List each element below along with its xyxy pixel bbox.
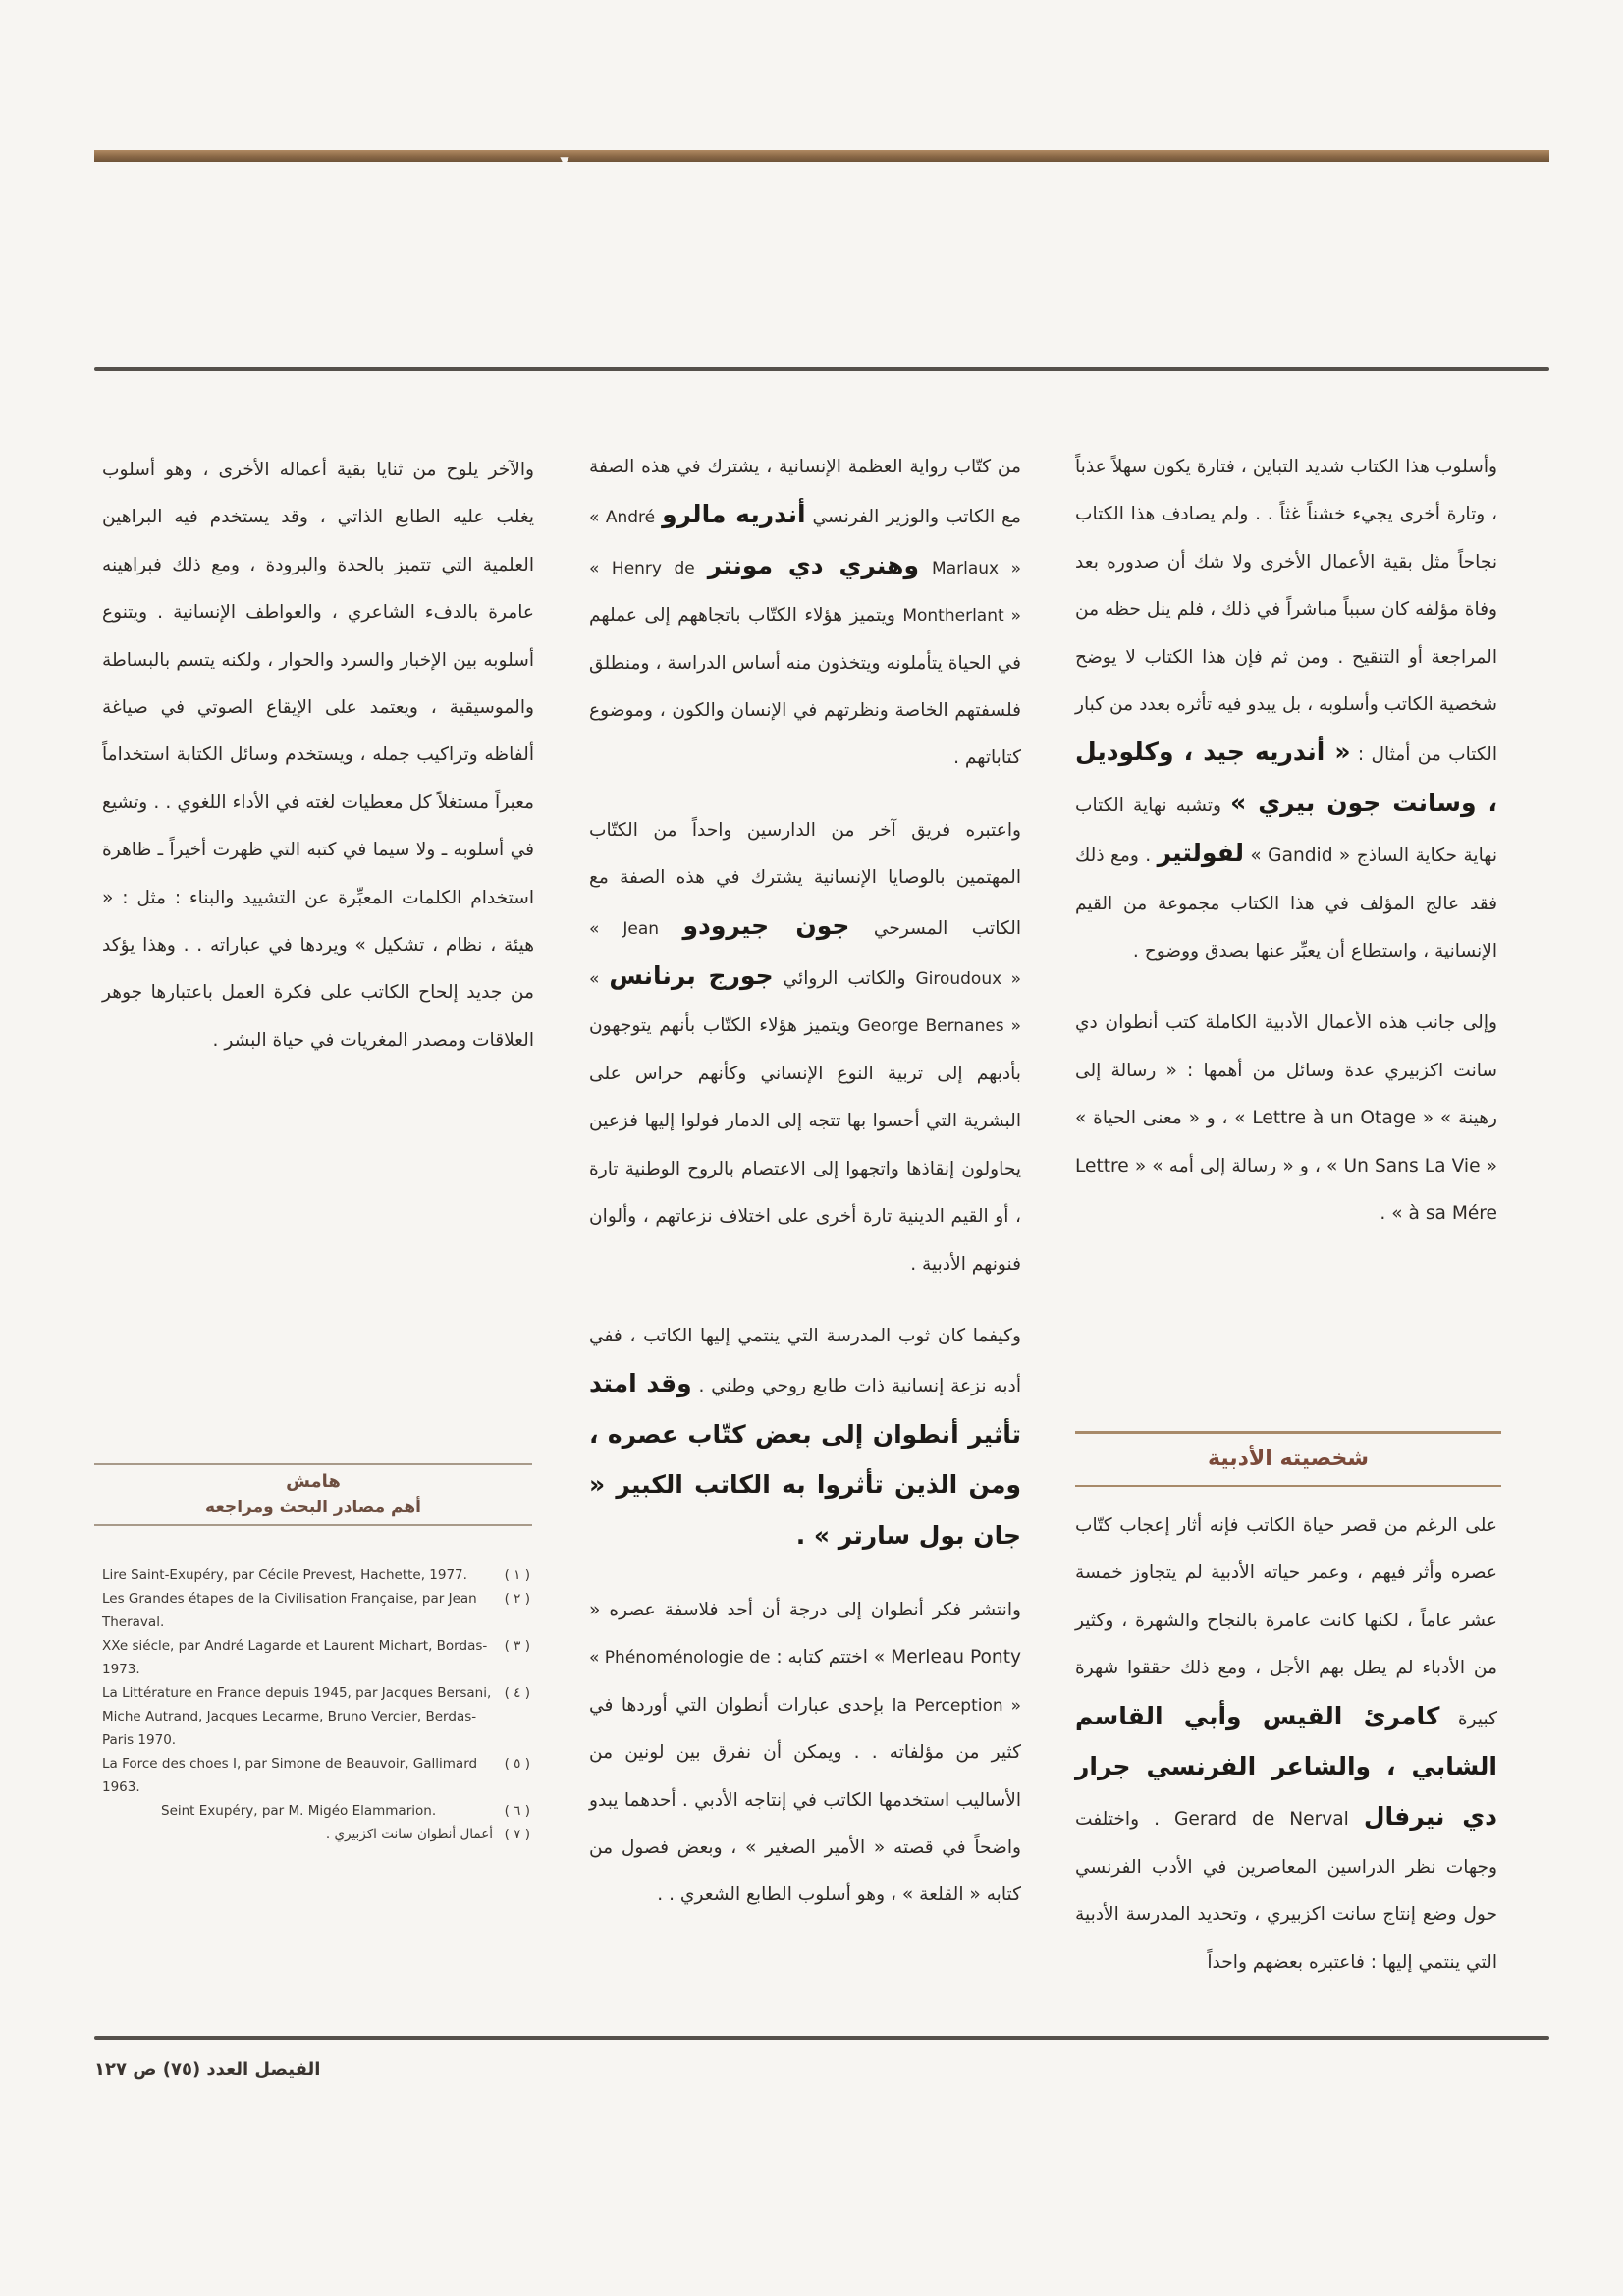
- reference-text: Les Grandes étapes de la Civilisation Française, par Jean Theraval.: [102, 1591, 477, 1630]
- latin-title: « Phénoménologie de la Perception »: [589, 1648, 1021, 1716]
- text-run: من كتّاب رواية العظمة الإنسانية ، يشترك في هذه الصفة مع الكاتب والوزير الفرنسي: [589, 457, 1022, 528]
- column-middle: [589, 444, 1021, 1944]
- reference-item: [102, 1587, 530, 1634]
- reference-text: XXe siécle, par André Lagarde et Laurent Michart, Bordas-1973.: [102, 1638, 488, 1677]
- reference-number: ( ٤ ): [504, 1685, 530, 1701]
- author-name: لفولتير: [1157, 839, 1244, 868]
- references-subtitle: أهم مصادر البحث ومراجعه: [205, 1498, 421, 1517]
- reference-number: ( ٣ ): [504, 1638, 530, 1654]
- text-run: وأسلوب هذا الكتاب شديد التباين ، فتارة يكون سهلاً عذباً ، وتارة أخرى يجيء خشناً غثاً . . ولم يصادف هذا الكتاب نجاحاً مثل بقية الأعمال الأخرى ولا شك أن صدوره بعد وفاة مؤلفه كان سبباً مباشراً في ذلك ، فلم ينل حظه من المراجعة أو التنقيح . ومن ثم فإن هذا الكتاب لا يوضح شخصية الكاتب وأسلوبه ، بل يبدو فيه تأثره بعدد من كبار الكتاب من أمثال :: [1075, 457, 1497, 766]
- reference-number: ( ١ ): [504, 1567, 530, 1583]
- latin-name: « André Marlaux »: [589, 508, 1021, 578]
- text-run: واعتبره فريق آخر من الدارسين واحداً من الكتّاب المهتمين بالوصايا الإنسانية يشترك في هذه الصفة مع الكاتب المسرحي: [589, 819, 1021, 939]
- latin-name: « Jean Giroudoux »: [589, 918, 1021, 990]
- author-name: وهنري دي مونتر: [707, 550, 919, 579]
- text-run: ويتميز هؤلاء الكتّاب بأنهم يتوجهون بأدبهم إلى تربية النوع الإنساني وكأنهم حراس على البشرية التي أحسوا بها تتجه إلى الدمار فولوا إليها فزعين يحاولون إنقاذها واتجهوا إلى الاعتصام بالروح الوطنية تارة ، أو القيم الدينية تارة أخرى على اختلاف نزعاتهم ، وألوان فنونهم الأدبية .: [589, 1015, 1021, 1275]
- paragraph: [589, 807, 1021, 1288]
- reference-number: ( ٦ ): [504, 1803, 530, 1819]
- text-run: والآخر يلوح من ثنايا بقية أعماله الأخرى ، وهو أسلوب يغلب عليه الطابع الذاتي ، وقد يستخدم فيه البراهين العلمية التي تتميز بالحدة والبرودة ، ومع ذلك فبراهينه عامرة بالدفء الشاعري ، والعواطف الإنسانية . ويتنوع أسلوبه بين الإخبار والسرد والحوار ، ولكنه يتسم بالبساطة والموسيقية ، ويعتمد على الإيقاع الصوتي في صياغة ألفاظه وتراكيب جمله ، ويستخدم وسائل الكتابة استخداماً معبراً مستغلاً كل معطيات لغته في الأداء اللغوي . . وتشيع في أسلوبه ـ ولا سيما في كتبه التي ظهرت أخيراً ـ ظاهرة استخدام الكلمات المعبِّرة عن التشييد والبناء : مثل : « هيئة ، نظام ، تشكيل » ويردها في عباراته . . وهذا يؤكد من جديد إلحاح الكاتب على فكرة العمل باعتبارها جوهر العلاقات ومصدر المغريات في حياة البشر .: [102, 460, 534, 1051]
- author-name: جورج برنانس: [609, 961, 774, 991]
- reference-text: Seint Exupéry, par M. Migéo Elammarion.: [161, 1803, 437, 1819]
- top-rule-ornament: ▼: [560, 154, 569, 168]
- reference-number: ( ٢ ): [504, 1591, 530, 1607]
- column-right: [1075, 444, 1497, 1263]
- header-divider: [94, 367, 1549, 371]
- paragraph: [1075, 1000, 1497, 1237]
- paragraph: [1075, 1503, 1497, 1987]
- paragraph: [589, 1313, 1021, 1562]
- section-title: شخصيته الأدبية: [1075, 1431, 1501, 1487]
- reference-number: ( ٧ ): [504, 1827, 530, 1842]
- text-run: والكاتب الروائي: [783, 968, 906, 990]
- author-names: « أندريه جيد ، وكلوديل ، وسانت جون بيري »: [1075, 738, 1497, 817]
- paragraph: [1075, 444, 1497, 975]
- reference-text: Lire Saint-Exupéry, par Cécile Prevest, Hachette, 1977.: [102, 1567, 467, 1583]
- emphasis-text: وقد امتد تأثير أنطوان إلى بعض كتّاب عصره ، ومن الذين تأثروا به الكاتب الكبير « جان بول سارتر » .: [589, 1369, 1021, 1550]
- text-run: بإحدى عبارات أنطوان التي أوردها في كثير من مؤلفاته . . ويمكن أن نفرق بين لونين من الأساليب استخدمها الكاتب في إنتاجه الأدبي . أحدهما يبدو واضحاً في قصته « الأمير الصغير » ، وبعض فصول من كتابه « القلعة » ، وهو أسلوب الطابع الشعري . .: [589, 1694, 1021, 1906]
- text-run: Gerard de Nerval . واختلفت وجهات نظر الدراسين المعاصرين في الأدب الفرنسي حول وضع إنتاج سانت اكزبيري ، وتحديد المدرسة الأدبية التي ينتمي إليها : فاعتبره بعضهم واحداً: [1075, 1809, 1497, 1973]
- reference-text: La Force des choes I, par Simone de Beauvoir, Gallimard 1963.: [102, 1756, 478, 1795]
- latin-name: « Henry de Montherlant »: [589, 558, 1021, 627]
- column-left: [102, 447, 534, 1089]
- column-right-bottom: [1075, 1503, 1497, 1987]
- page-footer: [94, 2059, 389, 2080]
- text-run: وانتشر فكر أنطوان إلى درجة أن أحد فلاسفة عصره « Merleau Ponty » اختتم كتابه :: [589, 1599, 1021, 1668]
- author-names: كامرئ القيس وأبي القاسم الشابي ، والشاعر الفرنسي جرار دي نيرفال: [1075, 1701, 1497, 1831]
- text-run: وكيفما كان ثوب المدرسة التي ينتمي إليها الكاتب ، ففي أدبه نزعة إنسانية ذات طابع روحي وطني .: [589, 1325, 1021, 1397]
- reference-item: [102, 1634, 530, 1681]
- paragraph: [589, 1587, 1021, 1920]
- reference-text: La Littérature en France depuis 1945, par Jacques Bersani, Miche Autrand, Jacques Lecarme, Bruno Vercier, Berdas- Paris 1970.: [102, 1685, 492, 1748]
- latin-name: « George Bernanes »: [589, 969, 1021, 1037]
- reference-item: [102, 1752, 530, 1799]
- reference-item: [102, 1823, 530, 1846]
- top-ornamental-rule: [94, 150, 1549, 162]
- footer-text: الفيصل العدد (٧٥) ص ١٢٧: [94, 2059, 321, 2080]
- reference-item: [102, 1563, 530, 1587]
- paragraph: [589, 444, 1021, 783]
- reference-item: [102, 1799, 530, 1823]
- paragraph: [102, 447, 534, 1065]
- references-list: [102, 1563, 530, 1846]
- references-heading: [94, 1463, 532, 1526]
- text-run: وتشبه نهاية الكتاب نهاية حكاية الساذج « Gandid »: [1075, 794, 1497, 867]
- text-run: على الرغم من قصر حياة الكاتب فإنه أثار إعجاب كتّاب عصره وأثر فيهم ، وعمر حياته الأدبية لم يتجاوز خمسة عشر عاماً ، لكنها كانت عامرة بالنجاح والشهرة ، وكثير من الأدباء لم يطل بهم الأجل ، ومع ذلك حققوا شهرة كبيرة: [1075, 1515, 1497, 1729]
- text-run: وإلى جانب هذه الأعمال الأدبية الكاملة كتب أنطوان دي سانت اكزبيري عدة وسائل من أهمها : « رسالة إلى رهينة » « Lettre à un Otage » ، و « معنى الحياة » « Un Sans La Vie » ، و « رسالة إلى أمه » « Lettre à sa Mére » .: [1075, 1012, 1497, 1225]
- text-run: . ومع ذلك فقد عالج المؤلف في هذا الكتاب مجموعة من القيم الإنسانية ، واستطاع أن يعبِّر عنها بصدق ووضوح .: [1075, 846, 1497, 962]
- footer-divider: [94, 2036, 1549, 2040]
- reference-item: [102, 1681, 530, 1752]
- author-name: أندريه مالرو: [662, 500, 806, 529]
- references-title: هامش: [286, 1471, 341, 1492]
- reference-number: ( ٥ ): [504, 1756, 530, 1772]
- text-run: ويتميز هؤلاء الكتّاب باتجاههم إلى عملهم في الحياة يتأملونه ويتخذون منه أساس الدراسة ، ومنطلق فلسفتهم الخاصة ونظرتهم في الإنسان والكون ، وموضوع كتاباتهم .: [589, 605, 1021, 769]
- reference-text: أعمال أنطوان سانت اكزبيري .: [325, 1827, 493, 1842]
- author-name: جون جيرودو: [682, 910, 850, 940]
